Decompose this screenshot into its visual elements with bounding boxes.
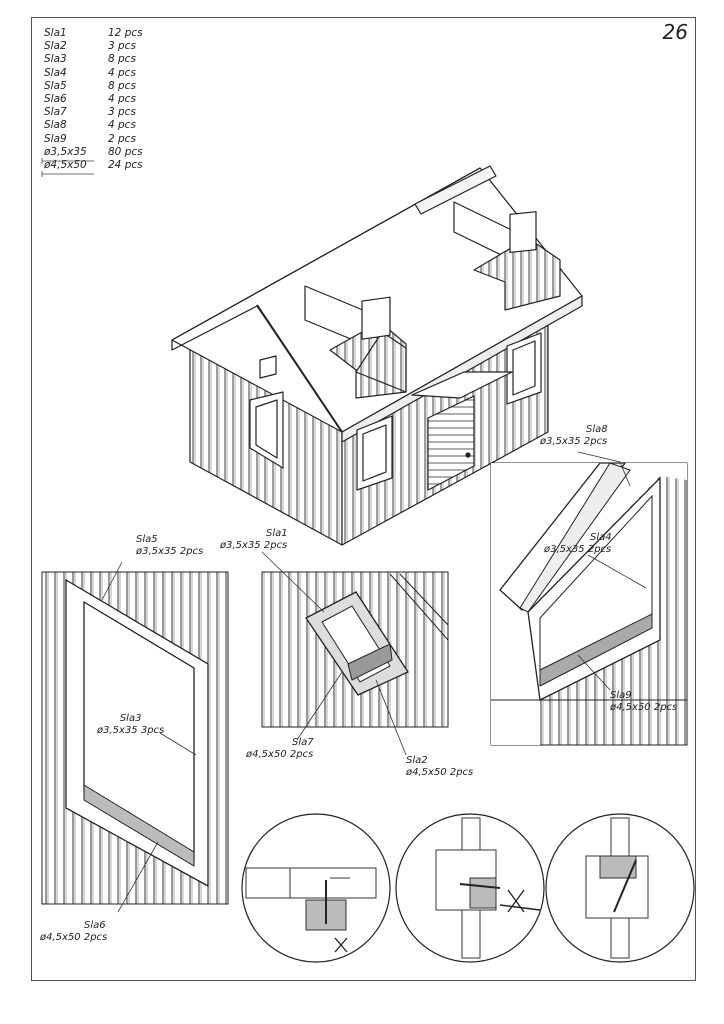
parts-row-screw: ø4,5x50 24 pcs — [44, 159, 143, 172]
parts-row: Sla1 12 pcs — [44, 27, 143, 39]
callout-sla2: Sla2 ø4,5x50 2pcs — [406, 755, 474, 778]
callout-sla3: Sla3 ø3,5x35 3pcs — [97, 713, 165, 736]
parts-row: Sla2 3 pcs — [44, 40, 136, 53]
parts-row: Sla9 2 pcs — [44, 132, 136, 145]
circle-detail-2 — [396, 814, 544, 962]
detail-panel-small-window — [262, 572, 448, 727]
callout-sla9: Sla9 ø4,5x50 2pcs — [610, 690, 678, 713]
callout-sla5: Sla5 ø3,5x35 2pcs — [136, 534, 204, 557]
callout-sla7: Sla7 ø4,5x50 2pcs — [246, 737, 314, 760]
parts-row-screw: ø3,5x35 80 pcs — [44, 145, 143, 158]
parts-row: Sla8 4 pcs — [44, 119, 136, 132]
screw-icon — [42, 158, 94, 177]
parts-row: Sla3 8 pcs — [44, 53, 136, 66]
parts-row: Sla7 3 pcs — [44, 106, 136, 119]
window-left-small — [260, 356, 276, 378]
page-number: 26 — [662, 20, 688, 44]
window-right-2 — [507, 333, 541, 404]
parts-row: Sla6 4 pcs — [44, 93, 136, 106]
circle-detail-1 — [242, 814, 390, 962]
parts-row: Sla5 8 pcs — [44, 79, 136, 92]
callout-sla8: Sla8 ø3,5x35 2pcs — [540, 424, 608, 447]
callout-sla1: Sla1 ø3,5x35 2pcs — [220, 528, 288, 551]
detail-panel-large-window — [42, 572, 228, 904]
parts-row: Sla4 4 pcs — [44, 66, 136, 79]
callout-sla4: Sla4 ø3,5x35 2pcs — [544, 532, 612, 555]
callout-sla6: Sla6 ø4,5x50 2pcs — [40, 920, 108, 943]
circle-detail-3 — [546, 814, 694, 962]
